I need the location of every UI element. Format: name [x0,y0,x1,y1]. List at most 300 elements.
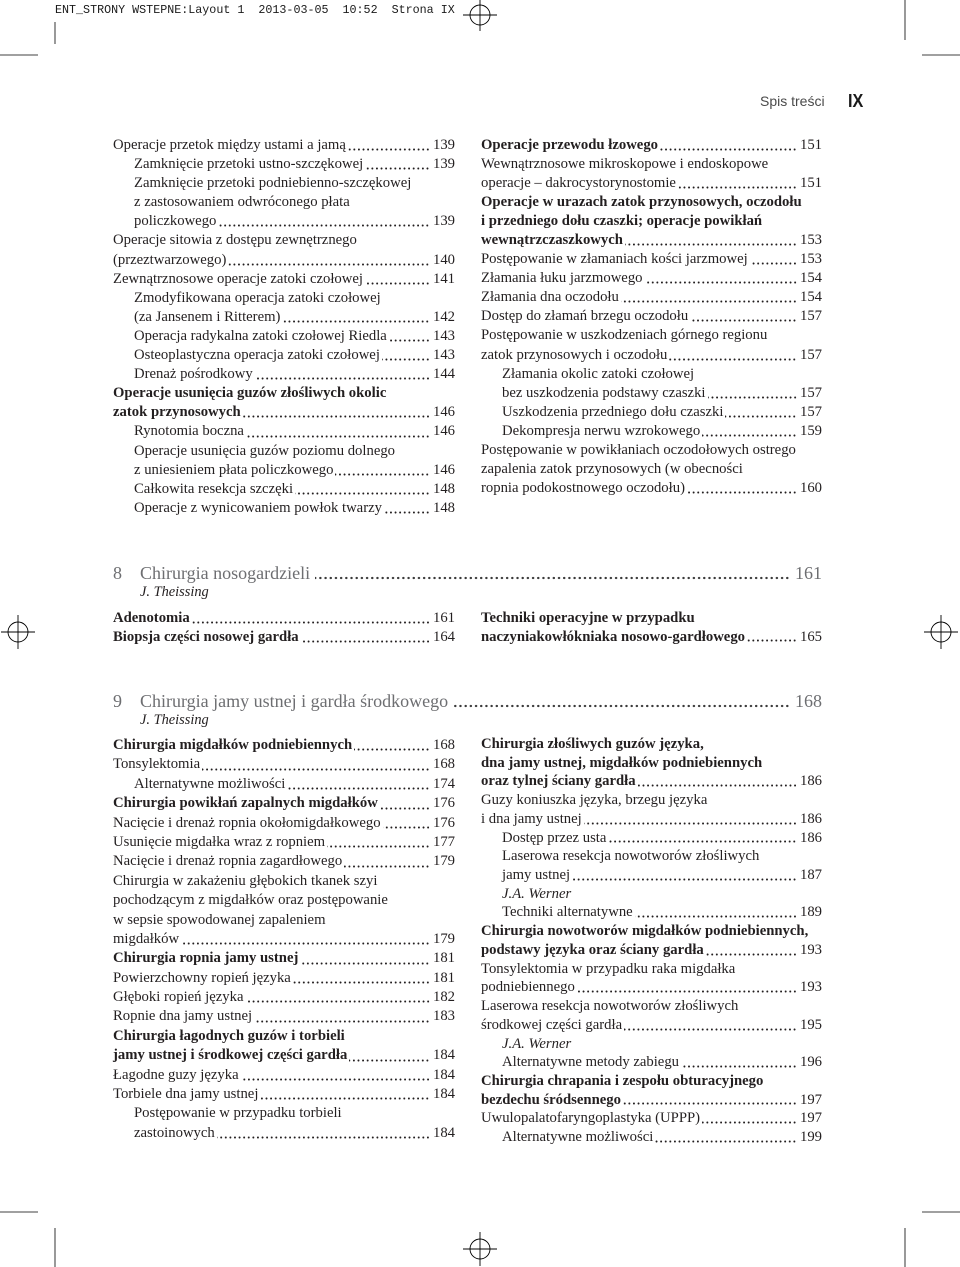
dot-leader [246,988,430,1007]
toc-entry-title: dna jamy ustnej, migdałków podniebiennych [481,754,763,771]
registration-mark-top [463,0,497,31]
toc-entry [481,136,822,155]
dot-leader [660,136,797,155]
toc-entry-title: Chirurgia nowotworów migdałków podniebiennych, [481,923,809,940]
toc-entry-title: Chirurgia ropnia jamy ustnej [113,950,299,967]
toc-entry [481,403,822,422]
toc-entry [113,755,455,774]
toc-entry-line [113,289,455,308]
toc-entry [481,174,822,193]
toc-entry-title: zatok przynosowych i oczodołu [481,346,668,363]
dot-leader [241,1066,430,1085]
toc-entry-page-number: 182 [432,989,455,1006]
toc-entry [113,852,455,871]
toc-entry [113,422,455,441]
dot-leader [382,346,430,365]
toc-entry-title: Zamknięcie przetoki ustno-szczękowej [134,156,364,173]
toc-entry-title: Operacja radykalna zatoki czołowej Riedla [134,327,387,344]
toc-entry-page-number: 168 [432,737,455,753]
toc-entry-line [113,231,455,250]
running-head-section: Spis treści [760,93,825,109]
toc-author [481,885,822,904]
toc-entry-title: ropnia podokostnowego oczodołu) [481,479,685,496]
dot-leader [706,941,797,960]
toc-entry [113,736,455,755]
toc-entry-title: Łagodne guzy języka [113,1066,239,1083]
toc-entry-title: i dna jamy ustnej [481,810,582,827]
toc-entry-title: naczyniakowłókniaka nosowo-gardłowego [481,628,746,645]
toc-entry-title: Operacje sitowia z dostępu zewnętrznego [113,232,357,249]
toc-entry-title: Usunięcie migdałka wraz z ropniem [113,833,326,850]
toc-entry [113,1046,455,1065]
toc-entry-page-number: 148 [432,499,455,516]
chapter-number: 8 [113,563,122,583]
toc-entry-title: migdałków [113,930,180,947]
dot-leader [218,212,430,231]
toc-entry-page-number: 193 [799,941,822,958]
toc-entry [481,479,822,498]
dot-leader [389,327,430,346]
toc-column-left [113,736,455,1143]
chapter-number: 9 [113,691,122,711]
toc-entry [113,346,455,365]
toc-entry-title: Złamania dna oczodołu [481,289,619,306]
toc-entry-title: Alternatywne metody zabiegu [502,1054,680,1071]
chapter-title: Chirurgia jamy ustnej i gardła środkowego [140,691,449,711]
toc-entry-title: Całkowita resekcja szczęki [134,480,294,497]
toc-entry-title: jamy ustnej i środkowej części gardła [113,1047,348,1064]
toc-entry-title: Alternatywne możliwości [134,775,286,792]
toc-entry [113,628,455,647]
toc-entry-title: Guzy koniuszka języka, brzegu języka [481,792,708,809]
toc-entry-title: Operacje z wynicowaniem powłok twarzy [134,499,382,516]
toc-entry-page-number: 154 [799,270,822,287]
toc-entry-title: Złamania łuku jarzmowego [481,270,643,287]
toc-entry-title: Uwulopalatofaryngoplastyka (UPPP) [481,1110,701,1127]
chapter-author: J. Theissing [140,712,209,728]
toc-entry-title: Operacje usunięcia guzów złośliwych okolic [113,385,387,402]
toc-entry-title: podstawy języka oraz ściany gardła [481,941,704,958]
dot-leader [243,403,430,422]
toc-entry [481,250,822,269]
dot-leader [608,829,797,848]
toc-entry-page-number: 186 [799,829,822,846]
dot-leader [655,1128,797,1147]
toc-entry-page-number: 151 [799,175,822,192]
toc-entry [481,1016,822,1035]
slug-job-name: ENT_STRONY WSTEPNE:Layout 1 [55,3,245,17]
dot-leader [354,736,430,755]
toc-entry-page-number: 199 [799,1129,822,1146]
dot-leader [365,270,430,289]
chapter-page-number: 168 [795,691,822,711]
dot-leader [260,1085,430,1104]
toc-entry-page-number: 174 [432,775,455,792]
toc-entry-page-number: 146 [432,423,455,440]
toc-entry-page-number: 184 [432,1047,455,1064]
toc-entry [481,866,822,885]
dot-leader [638,772,797,791]
chapter-heading [113,560,822,586]
toc-entry-line [113,193,455,212]
toc-entry-page-number: 186 [799,773,822,790]
toc-entry-title: Postępowanie w uszkodzeniach górnego regionu [481,327,768,344]
toc-entry-page-number: 157 [799,346,822,363]
toc-entry-title: Chirurgia w zakażeniu głębokich tkanek szyi [113,872,378,889]
registration-mark-right [924,615,958,649]
toc-entry-page-number: 168 [432,756,455,773]
running-head-page-number: IX [848,91,864,111]
toc-entry-title: Zmodyfikowana operacja zatoki czołowej [134,289,381,306]
toc-entry-title: Postępowanie w powikłaniach oczodołowych ostrego [481,441,796,458]
toc-entry [481,1091,822,1110]
slug-page: Strona IX [391,3,455,17]
toc-entry [113,461,455,480]
toc-column-right [481,136,822,498]
toc-entry [113,609,455,628]
toc-entry-line [481,326,822,345]
toc-entry [113,1085,455,1104]
registration-mark-left [1,615,35,649]
dot-leader [181,930,430,949]
toc-entry-title: pochodzącym z migdałków oraz postępowanie [113,892,388,909]
toc-entry-title: Operacje przewodu łzowego [481,137,659,153]
toc-entry-line [481,193,822,212]
toc-entry [481,903,822,922]
toc-entry-page-number: 157 [799,384,822,401]
dot-leader [681,1053,797,1072]
toc-entry-page-number: 151 [799,137,822,153]
toc-entry-page-number: 184 [432,1124,455,1141]
toc-entry-page-number: 139 [432,156,455,173]
dot-leader [228,251,430,270]
toc-entry-page-number: 148 [432,480,455,497]
toc-entry-page-number: 143 [432,327,455,344]
toc-column-right [481,609,822,646]
toc-entry-title: Biopsja części nosowej gardła [113,629,299,645]
toc-entry-page-number: 146 [432,461,455,478]
dot-leader [624,1016,797,1035]
dot-leader [747,628,797,647]
toc-entry-page-number: 184 [432,1066,455,1083]
toc-entry-title: Operacje w urazach zatok przynosowych, oczodołu [481,194,802,211]
toc-entry-page-number: 183 [432,1008,455,1025]
toc-entry-line [481,155,822,174]
dot-leader [315,560,790,586]
dot-leader [623,1091,797,1110]
toc-entry [481,231,822,250]
toc-entry [113,775,455,794]
toc-entry [113,270,455,289]
toc-entry-line [113,442,455,461]
toc-entry-line [113,384,455,403]
toc-entry [481,810,822,829]
toc-entry-line [113,891,455,910]
toc-entry [113,308,455,327]
toc-entry [113,499,455,518]
toc-entry-title: Chirurgia łagodnych guzów i torbieli [113,1027,345,1044]
dot-leader [678,174,797,193]
toc-entry-title: jamy ustnej [502,867,571,884]
toc-entry-page-number: 154 [799,289,822,306]
toc-entry [113,794,455,813]
toc-entry [481,307,822,326]
dot-leader [625,231,797,250]
dot-leader [702,1109,797,1128]
toc-entry-page-number: 159 [799,422,822,439]
toc-entry-title: Tonsylektomia w przypadku raka migdałka [481,960,736,977]
toc-entry [481,422,822,441]
toc-entry [113,833,455,852]
toc-column-right [481,735,822,1147]
toc-entry [481,829,822,848]
toc-entry-title: Zewnątrznosowe operacje zatoki czołowej [113,270,363,287]
dot-leader [301,628,430,647]
toc-entry-page-number: 181 [432,950,455,967]
toc-entry-title: Uszkodzenia przedniego dołu czaszki [502,403,724,420]
toc-entry-title: Złamania okolic zatoki czołowej [502,365,695,382]
toc-entry-page-number: 139 [432,213,455,230]
toc-entry-page-number: 176 [432,795,455,812]
toc-entry-title: Techniki operacyjne w przypadku [481,610,695,626]
dot-leader [708,384,797,403]
toc-entry [113,930,455,949]
toc-entry [113,403,455,422]
toc-entry-title: Chirurgia migdałków podniebiennych [113,737,353,753]
toc-entry-title: Zamknięcie przetoki podniebienno-szczękowej [134,175,412,192]
toc-entry-title: Powierzchowny ropień języka [113,969,291,986]
toc-entry-line [481,1072,822,1091]
toc-entry [481,346,822,365]
toc-entry-title: zapalenia zatok przynosowych (w obecności [481,460,743,477]
dot-leader [453,688,790,714]
toc-entry-title: oraz tylnej ściany gardła [481,773,636,790]
toc-entry-title: zastoinowych [134,1124,215,1141]
dot-leader [217,1124,430,1143]
author-name: J.A. Werner [502,1035,572,1052]
toc-entry-page-number: 197 [799,1091,822,1108]
dot-leader [687,479,797,498]
toc-entry-page-number: 146 [432,404,455,421]
dot-leader [344,852,430,871]
dot-leader [635,903,797,922]
toc-entry-title: podniebiennego [481,979,575,996]
toc-entry-line [481,609,822,628]
toc-entry-page-number: 157 [799,308,822,325]
toc-entry [481,1053,822,1072]
toc-entry [113,1124,455,1143]
toc-entry-page-number: 193 [799,979,822,996]
toc-entry-title: Drenaż pośrodkowy [134,366,253,383]
toc-entry-title: (przeztwarzowego) [113,251,227,268]
toc-entry-line [481,460,822,479]
toc-entry [113,136,455,155]
toc-entry-title: Nacięcie i drenaż ropnia zagardłowego [113,853,343,870]
dot-leader [572,866,797,885]
toc-entry-line [481,997,822,1016]
dot-leader [380,794,430,813]
toc-entry-page-number: 160 [799,479,822,496]
toc-entry-line [113,174,455,193]
toc-entry-line [481,735,822,754]
dot-leader [327,833,430,852]
toc-entry [113,1066,455,1085]
toc-entry [113,480,455,499]
toc-entry-title: (za Jansenem i Ritterem) [134,308,281,325]
toc-entry-title: i przedniego dołu czaszki; operacje powikłań [481,213,763,230]
dot-leader [192,609,430,628]
toc-entry-page-number: 187 [799,867,822,884]
toc-entry-title: Ropnie dna jamy ustnej [113,1008,253,1025]
toc-entry-title: Dekompresja nerwu wzrokowego [502,422,701,439]
toc-entry-title: Chirurgia złośliwych guzów języka, [481,736,704,752]
toc-entry-line [113,1027,455,1046]
toc-entry-line [481,441,822,460]
toc-entry-line [481,791,822,810]
registration-mark-bottom [463,1232,497,1266]
toc-entry [113,212,455,231]
toc-entry-title: Głęboki ropień języka [113,989,244,1006]
dot-leader [293,969,430,988]
toc-entry [113,251,455,270]
toc-entry-title: z zastosowaniem odwróconego płata [134,194,350,211]
toc-entry-page-number: 165 [799,628,822,645]
toc-entry-page-number: 177 [432,833,455,850]
toc-entry-title: Laserowa resekcja nowotworów złośliwych [502,848,760,865]
slug-date: 2013-03-05 [258,3,329,17]
toc-entry-title: Alternatywne możliwości [502,1129,654,1146]
toc-entry-page-number: 179 [432,853,455,870]
toc-entry [481,269,822,288]
toc-entry [113,814,455,833]
dot-leader [383,814,430,833]
dot-leader [246,422,430,441]
toc-entry [481,1109,822,1128]
toc-entry-title: Chirurgia powikłań zapalnych migdałków [113,795,378,812]
toc-entry [481,772,822,791]
dot-leader [725,403,797,422]
author-name: J.A. Werner [502,885,572,902]
toc-entry-title: Osteoplastyczna operacja zatoki czołowej [134,347,380,364]
dot-leader [335,461,430,480]
toc-entry [113,155,455,174]
toc-entry-title: Dostęp do złamań brzegu oczodołu [481,308,689,325]
dot-leader [621,288,797,307]
toc-entry-page-number: 184 [432,1086,455,1103]
toc-entry-page-number: 142 [432,308,455,325]
dot-leader [348,136,430,155]
toc-entry-title: Chirurgia chrapania i zespołu obturacyjnego [481,1072,764,1089]
slug-time: 10:52 [342,3,378,17]
dot-leader [255,365,430,384]
toc-entry-title: Rynotomia boczna [134,423,244,440]
toc-entry-page-number: 144 [432,366,455,383]
toc-entry-page-number: 186 [799,810,822,827]
toc-entry-page-number: 179 [432,930,455,947]
toc-entry [113,969,455,988]
dot-leader [365,155,430,174]
toc-entry-title: Nacięcie i drenaż ropnia okołomigdałkowego [113,814,381,831]
dot-leader [669,346,797,365]
dot-leader [295,480,430,499]
toc-entry-page-number: 157 [799,403,822,420]
dot-leader [702,422,797,441]
toc-entry-title: Postępowanie w złamaniach kości jarzmowej [481,251,748,268]
toc-entry-title: w sepsie spowodowanej zapaleniem [113,911,326,928]
toc-entry [113,988,455,1007]
dot-leader [282,308,430,327]
toc-entry-title: Adenotomia [113,610,190,626]
chapter-title: Chirurgia nosogardzieli [140,563,311,583]
dot-leader [584,810,797,829]
dot-leader [202,755,430,774]
toc-entry-title: Wewnątrznosowe mikroskopowe i endoskopowe [481,156,769,173]
toc-entry-title: zatok przynosowych [113,404,241,421]
toc-entry-page-number: 164 [432,629,455,645]
toc-entry-page-number: 139 [432,137,455,153]
toc-entry-title: operacje – dakrocystorynostomie [481,175,676,192]
toc-entry-line [113,1104,455,1123]
toc-entry [481,1128,822,1147]
toc-entry-title: bezdechu śródsennego [481,1091,621,1108]
toc-entry-line [481,922,822,941]
toc-entry-page-number: 143 [432,347,455,364]
dot-leader [577,978,797,997]
toc-entry [481,941,822,960]
toc-entry-page-number: 196 [799,1054,822,1071]
toc-entry [113,365,455,384]
toc-entry-title: Operacje usunięcia guzów poziomu dolnego [134,442,396,459]
toc-entry-title: Tonsylektomia [113,756,201,773]
dot-leader [254,1007,430,1026]
toc-entry [113,327,455,346]
toc-entry [481,288,822,307]
dot-leader [645,269,797,288]
toc-entry-title: policzkowego [134,213,217,230]
toc-entry-page-number: 181 [432,969,455,986]
toc-entry-title: Techniki alternatywne [502,904,633,921]
toc-entry-page-number: 176 [432,814,455,831]
dot-leader [287,775,430,794]
toc-column-left [113,136,455,518]
dot-leader [690,307,797,326]
toc-entry-title: Dostęp przez usta [502,829,607,846]
dot-leader [349,1046,430,1065]
toc-entry-page-number: 153 [799,232,822,249]
toc-entry [113,949,455,968]
toc-column-left [113,609,455,647]
toc-entry [481,384,822,403]
toc-entry-page-number: 195 [799,1016,822,1033]
toc-author [481,1035,822,1054]
toc-entry-line [481,754,822,773]
toc-entry-title: Laserowa resekcja nowotworów złośliwych [481,998,739,1015]
toc-entry-line [113,872,455,891]
dot-leader [750,250,797,269]
toc-entry-page-number: 161 [432,610,455,626]
toc-entry-title: wewnątrzczaszkowych [481,232,623,249]
toc-entry [481,628,822,647]
toc-entry-line [481,365,822,384]
toc-entry [113,1007,455,1026]
print-slug-line [55,3,455,17]
toc-entry-title: środkowej części gardła [481,1016,623,1033]
chapter-author: J. Theissing [140,584,209,600]
toc-entry-title: z uniesieniem płata policzkowego [134,461,334,478]
toc-entry-line [481,212,822,231]
dot-leader [384,499,430,518]
toc-entry-title: Torbiele dna jamy ustnej [113,1086,259,1103]
